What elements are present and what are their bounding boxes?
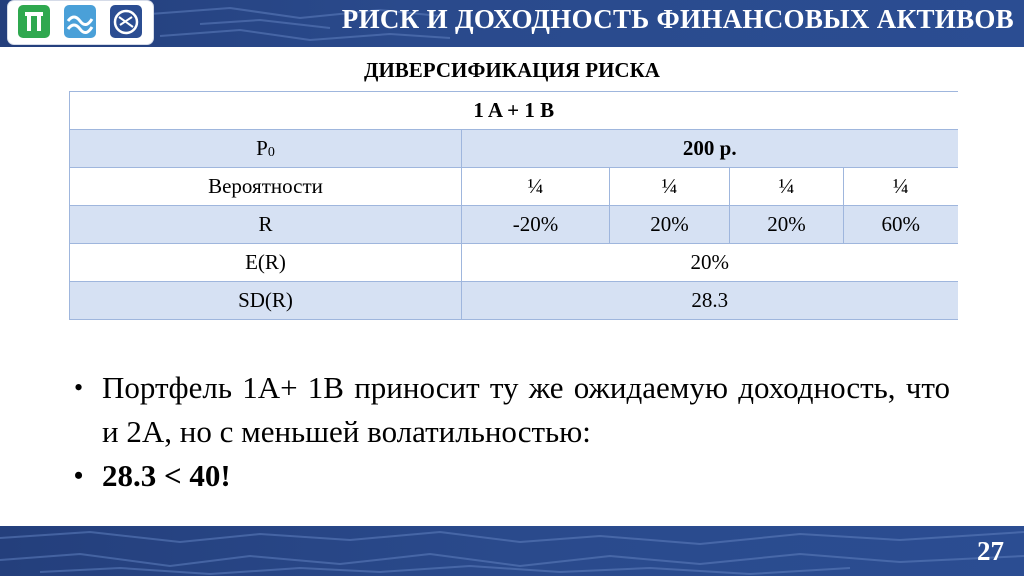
- row-label: Вероятности: [70, 168, 462, 206]
- table-row: [70, 130, 958, 168]
- table-cell: -20%: [462, 206, 610, 244]
- bullet-dot-icon: •: [74, 461, 84, 490]
- footer-banner: [0, 526, 1024, 576]
- bullet-item: [74, 366, 950, 454]
- table-cell: 60%: [844, 206, 958, 244]
- table-cell: ¼: [610, 168, 730, 206]
- header-title: РИСК И ДОХОДНОСТЬ ФИНАНСОВЫХ АКТИВОВ: [341, 4, 1014, 34]
- bullet-text: 28.3 < 40!: [102, 458, 231, 493]
- table-cell: ¼: [844, 168, 958, 206]
- bullet-text: Портфель 1A+ 1B приносит ту же ожидаемую доходность, что и 2A, но с меньшей волатильностью:: [102, 370, 950, 449]
- table-row: [70, 282, 958, 320]
- table-row: [70, 244, 958, 282]
- logo: [8, 1, 153, 44]
- finance-logo-icon: [110, 5, 142, 38]
- table-row: [70, 168, 958, 206]
- table-row: [70, 92, 958, 130]
- table-cell: 28.3: [462, 282, 958, 320]
- wave-logo-icon: [64, 5, 96, 38]
- row-label: SD(R): [70, 282, 462, 320]
- row-label: R: [70, 206, 462, 244]
- footer-wave-decoration: [0, 526, 1024, 576]
- bullet-dot-icon: •: [74, 373, 84, 402]
- table-cell: ¼: [730, 168, 844, 206]
- risk-table: [69, 91, 958, 320]
- slide-heading: ДИВЕРСИФИКАЦИЯ РИСКА: [364, 58, 660, 82]
- table-cell: ¼: [462, 168, 610, 206]
- pi-logo-icon: [18, 5, 50, 38]
- table-cell: 20%: [610, 206, 730, 244]
- bullet-list: [74, 366, 950, 498]
- page-number: 27: [977, 536, 1004, 566]
- bullet-item: [74, 454, 950, 498]
- header-banner: [0, 0, 1024, 47]
- table-row: [70, 206, 958, 244]
- table-cell: 200 р.: [462, 130, 958, 168]
- table-cell: 20%: [462, 244, 958, 282]
- portfolio-cell: 1 A + 1 B: [70, 92, 958, 130]
- row-label: E(R): [70, 244, 462, 282]
- table-cell: 20%: [730, 206, 844, 244]
- row-label: $P_0$: [70, 130, 462, 168]
